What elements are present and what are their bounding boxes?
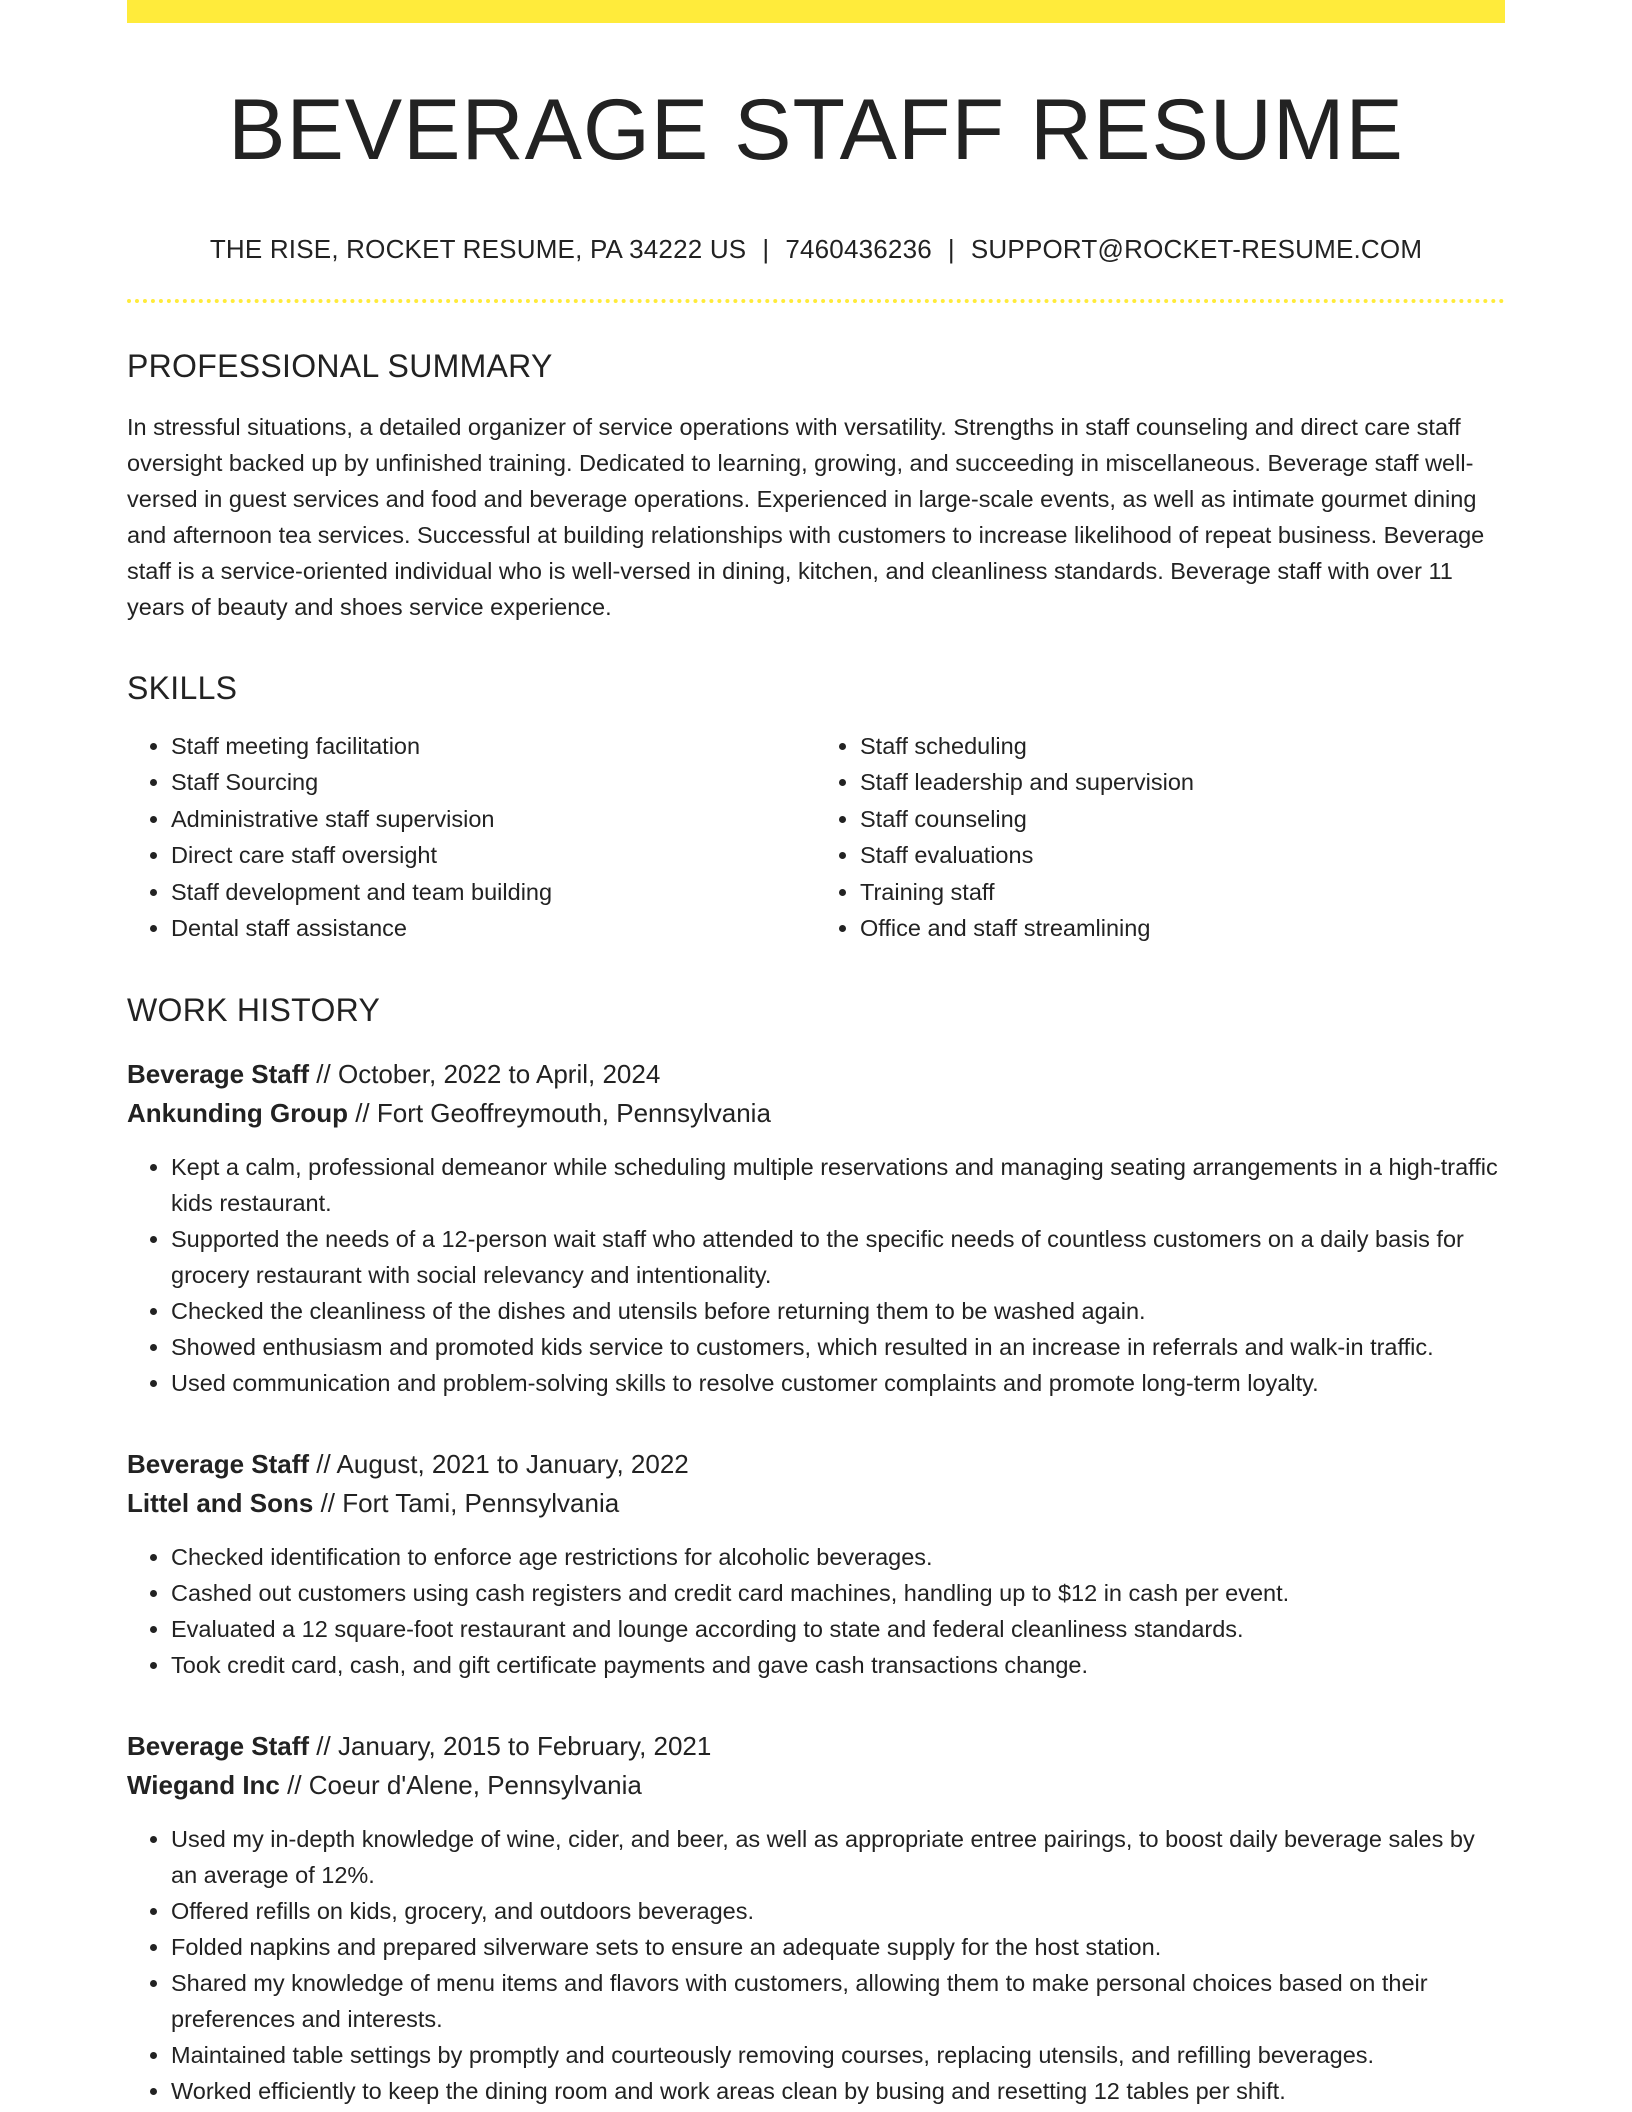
skill-item: • Staff scheduling xyxy=(860,728,1505,765)
job-bullet: • Used my in-depth knowledge of wine, cider, and beer, as well as appropriate entree pairings, to boost daily beverage sales by an average of 12%. xyxy=(171,1821,1505,1893)
accent-top-bar xyxy=(127,0,1505,23)
skills-column-right xyxy=(816,728,1505,947)
contact-address: THE RISE, ROCKET RESUME, PA 34222 US xyxy=(209,233,747,264)
job-bullets xyxy=(127,1821,1505,2109)
resume-page xyxy=(127,0,1505,2109)
job-dates: // January, 2015 to February, 2021 xyxy=(309,1730,712,1761)
job-company-line xyxy=(127,1484,1505,1523)
section-heading-work-history: WORK HISTORY xyxy=(127,991,381,1028)
resume-title: BEVERAGE STAFF RESUME xyxy=(228,82,1404,178)
job-title: Beverage Staff xyxy=(127,1448,310,1479)
job-company: Ankunding Group xyxy=(127,1097,348,1128)
job-title: Beverage Staff xyxy=(127,1730,310,1761)
job-bullet: • Used communication and problem-solving skills to resolve customer complaints and promote long-term loyalty. xyxy=(171,1365,1505,1401)
job-company: Littel and Sons xyxy=(127,1487,314,1518)
contact-email: SUPPORT@ROCKET-RESUME.COM xyxy=(970,233,1423,264)
skill-item: • Staff meeting facilitation xyxy=(171,728,816,765)
job-bullet: • Showed enthusiasm and promoted kids service to customers, which resulted in an increase in referrals and walk-in traffic. xyxy=(171,1329,1505,1365)
job-bullet: • Kept a calm, professional demeanor while scheduling multiple reservations and managing seating arrangements in a high-traffic kids restaurant. xyxy=(171,1149,1505,1221)
contact-line xyxy=(127,234,1505,265)
skill-item: • Administrative staff supervision xyxy=(171,801,816,838)
job-bullet: • Worked efficiently to keep the dining room and work areas clean by busing and resetting 12 tables per shift. xyxy=(171,2073,1505,2109)
job-entry xyxy=(127,1727,1505,2109)
skill-item: • Training staff xyxy=(860,874,1505,911)
job-company-line xyxy=(127,1766,1505,1805)
job-title-line xyxy=(127,1445,1505,1484)
section-heading-summary: PROFESSIONAL SUMMARY xyxy=(127,347,553,384)
skills-list xyxy=(127,728,1505,947)
job-company: Wiegand Inc xyxy=(127,1769,280,1800)
job-location: // Coeur d'Alene, Pennsylvania xyxy=(279,1769,642,1800)
job-dates: // October, 2022 to April, 2024 xyxy=(309,1058,661,1089)
job-bullet: • Cashed out customers using cash registers and credit card machines, handling up to $12 in cash per event. xyxy=(171,1575,1505,1611)
skill-item: • Dental staff assistance xyxy=(171,910,816,947)
job-location: // Fort Geoffreymouth, Pennsylvania xyxy=(347,1097,771,1128)
skill-item: • Staff leadership and supervision xyxy=(860,764,1505,801)
skill-item: • Office and staff streamlining xyxy=(860,910,1505,947)
job-location: // Fort Tami, Pennsylvania xyxy=(313,1487,620,1518)
skill-item: • Staff development and team building xyxy=(171,874,816,911)
job-bullet: • Checked identification to enforce age restrictions for alcoholic beverages. xyxy=(171,1539,1505,1575)
contact-phone: 7460436236 xyxy=(785,233,932,264)
job-entry xyxy=(127,1055,1505,1401)
job-bullet: • Checked the cleanliness of the dishes and utensils before returning them to be washed again. xyxy=(171,1293,1505,1329)
skill-item: • Staff evaluations xyxy=(860,837,1505,874)
job-entry xyxy=(127,1445,1505,1683)
job-bullet: • Maintained table settings by promptly and courteously removing courses, replacing utensils, and refilling beverages. xyxy=(171,2037,1505,2073)
contact-separator: | xyxy=(762,233,770,264)
job-bullet: • Offered refills on kids, grocery, and outdoors beverages. xyxy=(171,1893,1505,1929)
job-dates: // August, 2021 to January, 2022 xyxy=(309,1448,689,1479)
skill-item: • Direct care staff oversight xyxy=(171,837,816,874)
skill-item: • Staff Sourcing xyxy=(171,764,816,801)
job-bullet: • Took credit card, cash, and gift certificate payments and gave cash transactions change. xyxy=(171,1647,1505,1683)
job-company-line xyxy=(127,1094,1505,1133)
job-bullets xyxy=(127,1539,1505,1683)
job-bullet: • Folded napkins and prepared silverware sets to ensure an adequate supply for the host station. xyxy=(171,1929,1505,1965)
job-title-line xyxy=(127,1055,1505,1094)
skill-item: • Staff counseling xyxy=(860,801,1505,838)
skills-column-left xyxy=(127,728,816,947)
job-title: Beverage Staff xyxy=(127,1058,310,1089)
dotted-divider xyxy=(127,299,1505,303)
job-bullets xyxy=(127,1149,1505,1401)
job-bullet: • Shared my knowledge of menu items and flavors with customers, allowing them to make personal choices based on their preferences and interests. xyxy=(171,1965,1505,2037)
section-heading-skills: SKILLS xyxy=(127,670,238,707)
contact-separator: | xyxy=(947,233,955,264)
summary-text: In stressful situations, a detailed organizer of service operations with versatility. Strengths in staff counseling and direct care staff oversight backed up by unfinished training. Dedicated to learning, growing, and succeeding in miscellaneous. Beverage staff well-versed in guest services and food and beverage operations. Experienced in large-scale events, as well as intimate gourmet dining and afternoon tea services. Successful at building relationships with customers to increase likelihood of repeat business. Beverage staff is a service-oriented individual who is well-versed in dining, kitchen, and cleanliness standards. Beverage staff with over 11 years of beauty and shoes service experience. xyxy=(127,414,1485,621)
job-bullet: • Supported the needs of a 12-person wait staff who attended to the specific needs of countless customers on a daily basis for grocery restaurant with social relevancy and intentionality. xyxy=(171,1221,1505,1293)
job-bullet: • Evaluated a 12 square-foot restaurant and lounge according to state and federal cleanliness standards. xyxy=(171,1611,1505,1647)
job-title-line xyxy=(127,1727,1505,1766)
